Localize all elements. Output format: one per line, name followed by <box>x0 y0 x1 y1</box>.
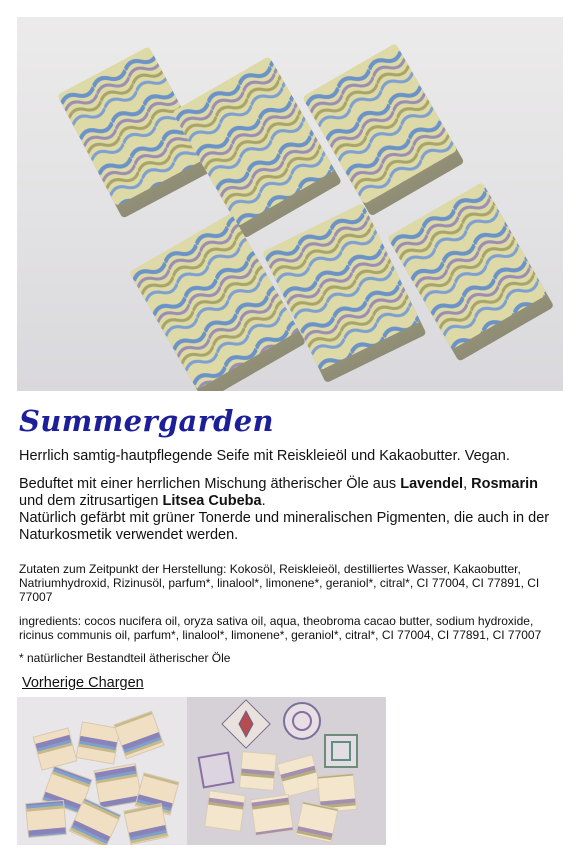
decorative-tile <box>284 703 320 739</box>
scent-rosemary: Rosmarin <box>471 476 539 492</box>
previous-batches-link[interactable]: Vorherige Chargen <box>22 675 144 691</box>
soap-bar <box>129 213 306 391</box>
product-scent-description <box>19 476 559 544</box>
previous-batch-thumbnail-1[interactable] <box>17 697 187 845</box>
product-title: Summergarden <box>19 404 274 438</box>
ingredients-english: ingredients: cocos nucifera oil, oryza sativa oil, aqua, theobroma cacao butter, sodium hydroxide, ricinus communis oil, parfum*, linalool*, limonene*, geraniol*, citral*, CI 77004, CI 77891, CI 77007 <box>19 614 542 642</box>
previous-batch-thumbnail-2[interactable] <box>187 697 386 845</box>
soap-bar <box>172 56 342 238</box>
scent-comma: , <box>463 476 472 492</box>
scent-end: . <box>261 493 266 509</box>
ingredients-footnote: * natürlicher Bestandteil ätherischer Öle <box>19 651 231 665</box>
soap-bars-photo <box>17 17 563 391</box>
decorative-tile <box>325 735 357 767</box>
scent-mid: und dem zitrusartigen <box>19 493 163 509</box>
product-color-text: Natürlich gefärbt mit grüner Tonerde und mineralischen Pigmenten, die auch in der Naturkosmetik verwendet werden. <box>19 510 550 543</box>
scent-prefix: Beduftet mit einer herrlichen Mischung ätherischer Öle aus <box>19 476 401 492</box>
scent-lavender: Lavendel <box>400 476 464 492</box>
ingredients-german: Zutaten zum Zeitpunkt der Herstellung: Kokosöl, Reiskleieöl, destilliertes Wasser, Kakaobutter, Natriumhydroxid, Rizinusöl, parfum*, linalool*, limonene*, geraniol*, citral*, CI 77004, CI 77891, CI 77007 <box>19 562 540 604</box>
product-intro: Herrlich samtig-hautpflegende Seife mit Reiskleieöl und Kakaobutter. Vegan. <box>19 448 510 464</box>
decorative-tile <box>199 753 234 788</box>
scent-litsea: Litsea Cubeba <box>162 493 262 509</box>
decorative-tile <box>222 700 270 748</box>
